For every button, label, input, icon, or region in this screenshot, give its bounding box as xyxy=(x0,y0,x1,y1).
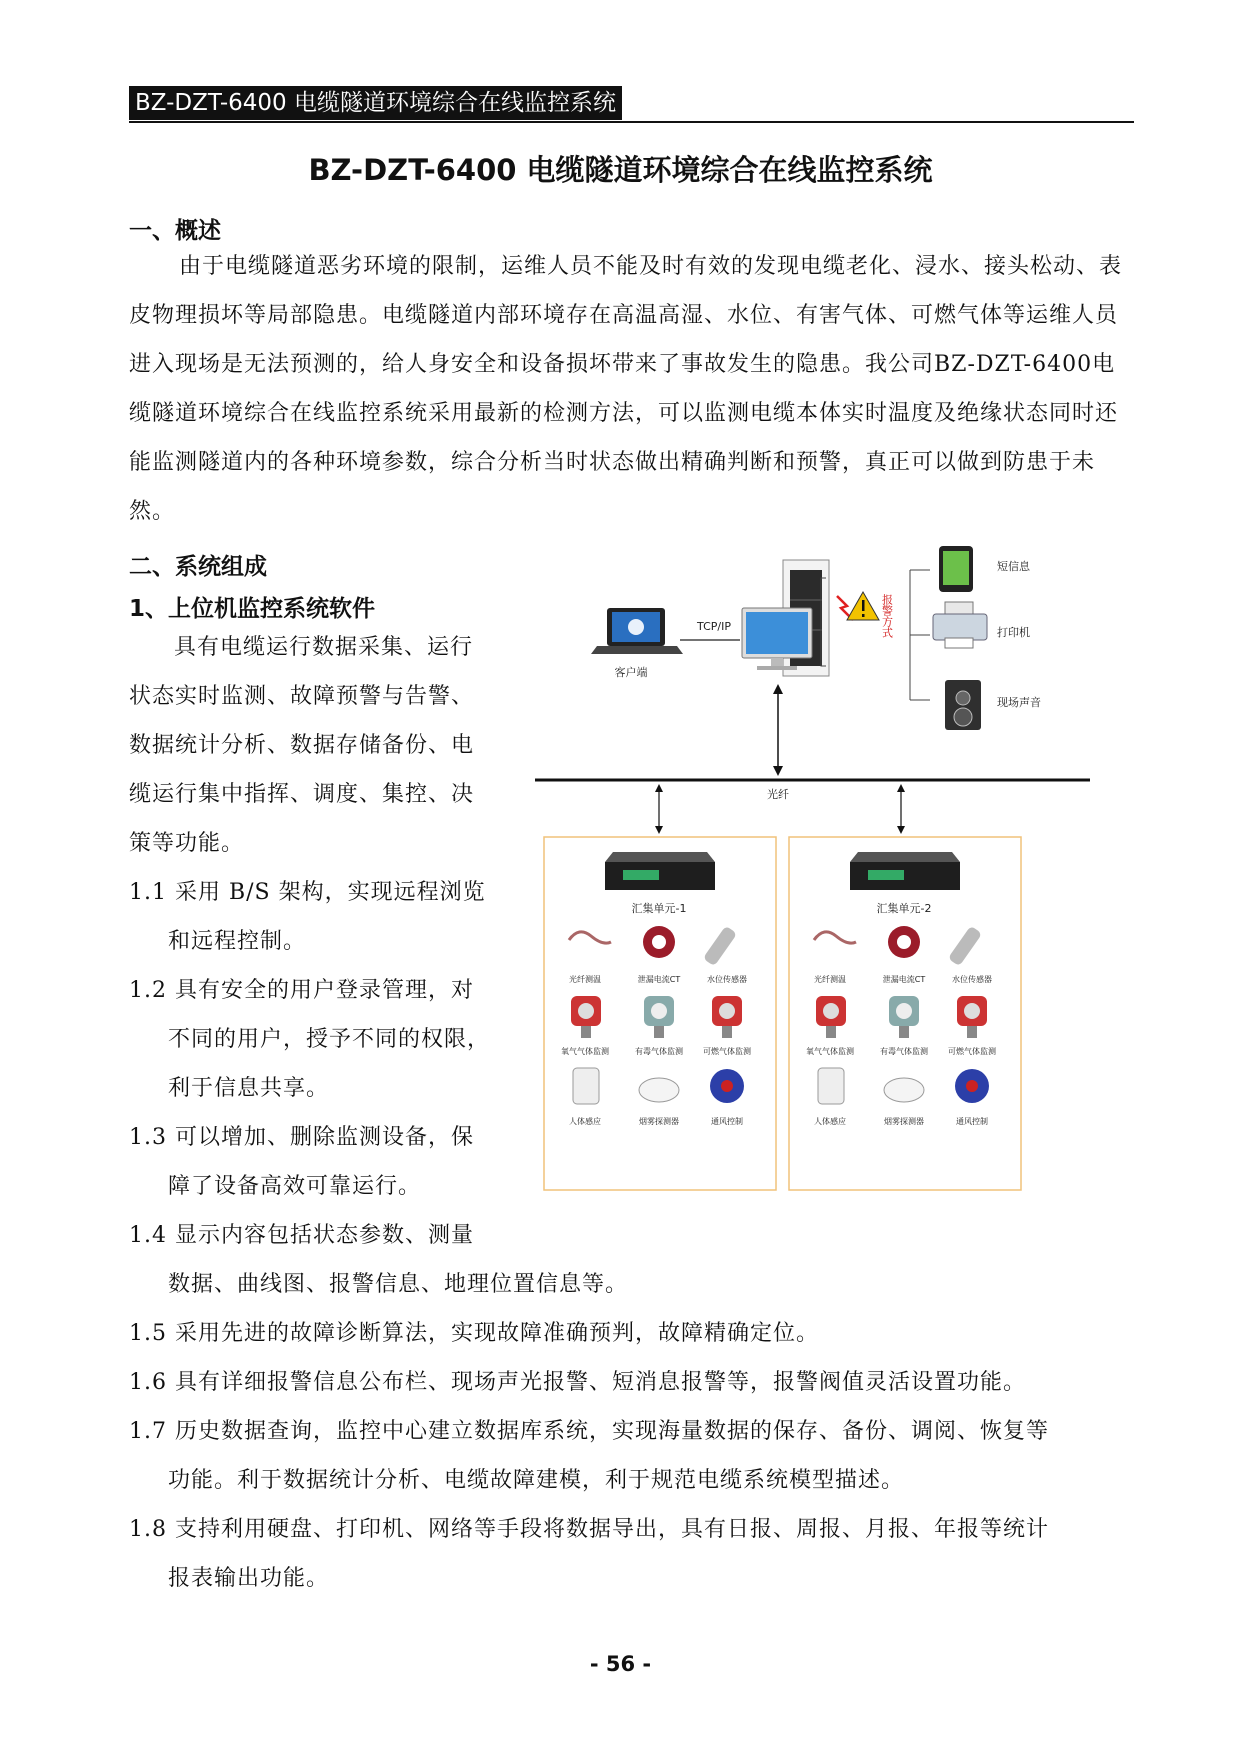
sensor-label: 可燃气体监测 xyxy=(703,1047,751,1056)
item-1-6-line: 1.6 具有详细报警信息公布栏、现场声光报警、短消息报警等，报警阀值灵活设置功能。 xyxy=(129,1370,1026,1395)
intro-line: 策等功能。 xyxy=(129,831,245,856)
warning-icon xyxy=(847,592,879,620)
arrow-head xyxy=(655,784,663,792)
unit1-panel xyxy=(544,837,776,1190)
item-1-4-line: 数据、曲线图、报警信息、地理位置信息等。 xyxy=(168,1272,629,1297)
sensor-label: 水位传感器 xyxy=(707,975,747,984)
fiber-label: 光纤 xyxy=(767,788,789,801)
item-1-4-line: 1.4 显示内容包括状态参数、测量 xyxy=(129,1223,474,1248)
sensor-label: 有毒气体监测 xyxy=(880,1047,928,1056)
sensor-label: 人体感应 xyxy=(569,1117,601,1126)
item-1-7-line: 1.7 历史数据查询，监控中心建立数据库系统，实现海量数据的保存、备份、调阅、恢复等 xyxy=(129,1419,1049,1444)
running-header: BZ-DZT-6400 电缆隧道环境综合在线监控系统 xyxy=(129,86,622,120)
smoke-detector-icon xyxy=(639,1078,679,1102)
ventilation-center xyxy=(966,1080,978,1092)
item-1-5-line: 1.5 采用先进的故障诊断算法，实现故障准确预判，故障精确定位。 xyxy=(129,1321,819,1346)
arrow-head xyxy=(897,784,905,792)
sensor-label: 可燃气体监测 xyxy=(948,1047,996,1056)
printer-label: 打印机 xyxy=(997,626,1030,639)
client-label: 客户端 xyxy=(614,666,648,679)
svg-text:报警方式: 报警方式 xyxy=(880,594,894,638)
arrow-head xyxy=(773,684,783,694)
arrow-head xyxy=(773,766,783,776)
speaker-icon xyxy=(945,680,981,730)
item-1-3-line: 障了设备高效可靠运行。 xyxy=(168,1174,422,1199)
sensor-label: 光纤测温 xyxy=(569,975,601,984)
ct-sensor-hole xyxy=(652,935,666,949)
intro-line: 具有电缆运行数据采集、运行 xyxy=(174,635,474,660)
intro-line: 数据统计分析、数据存储备份、电 xyxy=(129,733,475,758)
page-number: - 56 - xyxy=(589,1652,652,1676)
sensor-label: 光纤测温 xyxy=(814,975,846,984)
unit2-panel xyxy=(789,837,1021,1190)
tcpip-label: TCP/IP xyxy=(697,620,731,633)
smoke-detector-icon xyxy=(884,1078,924,1102)
sensor-label: 水位传感器 xyxy=(952,975,992,984)
sensor-label: 氧气气体监测 xyxy=(806,1047,854,1056)
item-1-8-line: 报表输出功能。 xyxy=(168,1566,330,1591)
alarm-mode-label xyxy=(881,593,894,639)
unit1-label: 汇集单元-1 xyxy=(631,902,687,915)
section-heading-overview: 一、概述 xyxy=(129,218,221,244)
item-1-2-line: 1.2 具有安全的用户登录管理，对 xyxy=(129,978,474,1003)
human-sensor-icon xyxy=(573,1068,599,1104)
sensor-label: 烟雾探测器 xyxy=(639,1117,679,1126)
item-1-1-line: 和远程控制。 xyxy=(168,929,307,954)
sensor-label: 通风控制 xyxy=(711,1117,743,1126)
system-architecture-diagram xyxy=(535,540,1090,1195)
section-heading-composition: 二、系统组成 xyxy=(129,554,267,580)
arrow-head xyxy=(655,826,663,834)
sms-label: 短信息 xyxy=(997,560,1030,573)
sensor-label: 氧气气体监测 xyxy=(561,1047,609,1056)
sensor-label: 有毒气体监测 xyxy=(635,1047,683,1056)
sensor-label: 泄漏电流CT xyxy=(882,975,926,984)
item-1-8-line: 1.8 支持利用硬盘、打印机、网络等手段将数据导出，具有日报、周报、月报、年报等统计 xyxy=(129,1517,1049,1542)
item-1-1-line: 1.1 采用 B/S 架构，实现远程浏览 xyxy=(129,880,486,905)
page-title: BZ-DZT-6400 电缆隧道环境综合在线监控系统 xyxy=(308,153,933,187)
item-1-2-line: 不同的用户，授予不同的权限， xyxy=(168,1027,491,1052)
phone-icon xyxy=(939,546,973,592)
item-1-3-line: 1.3 可以增加、删除监测设备，保 xyxy=(129,1125,474,1150)
sensor-label: 人体感应 xyxy=(814,1117,846,1126)
printer-icon xyxy=(933,602,987,648)
overview-paragraph: 由于电缆隧道恶劣环境的限制，运维人员不能及时有效的发现电缆老化、浸水、接头松动、表皮物理损坏等局部隐患。电缆隧道内部环境存在高温高湿、水位、有害气体、可燃气体等运维人员进入现场是无法预测的，给人身安全和设备损坏带来了事故发生的隐患。我公司BZ-DZT-6400电缆隧道环境综合在线监控系统采用最新的检测方法，可以监测电缆本体实时温度及绝缘状态同时还能监测隧道内的各种环境参数，综合分析当时状态做出精确判断和预警，真正可以做到防患于未然。 xyxy=(129,254,1123,524)
item-1-2-line: 利于信息共享。 xyxy=(168,1076,330,1101)
item-1-7-line: 功能。利于数据统计分析、电缆故障建模，利于规范电缆系统模型描述。 xyxy=(168,1468,905,1493)
intro-line: 缆运行集中指挥、调度、集控、决 xyxy=(129,782,475,807)
subsection-heading-software: 1、上位机监控系统软件 xyxy=(129,596,376,622)
collector-device-icon xyxy=(850,852,960,890)
ventilation-center xyxy=(721,1080,733,1092)
collector-device-icon xyxy=(605,852,715,890)
intro-line: 状态实时监测、故障预警与告警、 xyxy=(129,684,475,709)
ct-sensor-hole xyxy=(897,935,911,949)
human-sensor-icon xyxy=(818,1068,844,1104)
header-rule xyxy=(129,121,1134,123)
sensor-label: 泄漏电流CT xyxy=(637,975,681,984)
speaker-label: 现场声音 xyxy=(997,696,1041,709)
laptop-icon xyxy=(591,608,683,654)
sensor-label: 烟雾探测器 xyxy=(884,1117,924,1126)
unit2-label: 汇集单元-2 xyxy=(876,902,932,915)
arrow-head xyxy=(897,826,905,834)
sensor-label: 通风控制 xyxy=(956,1117,988,1126)
